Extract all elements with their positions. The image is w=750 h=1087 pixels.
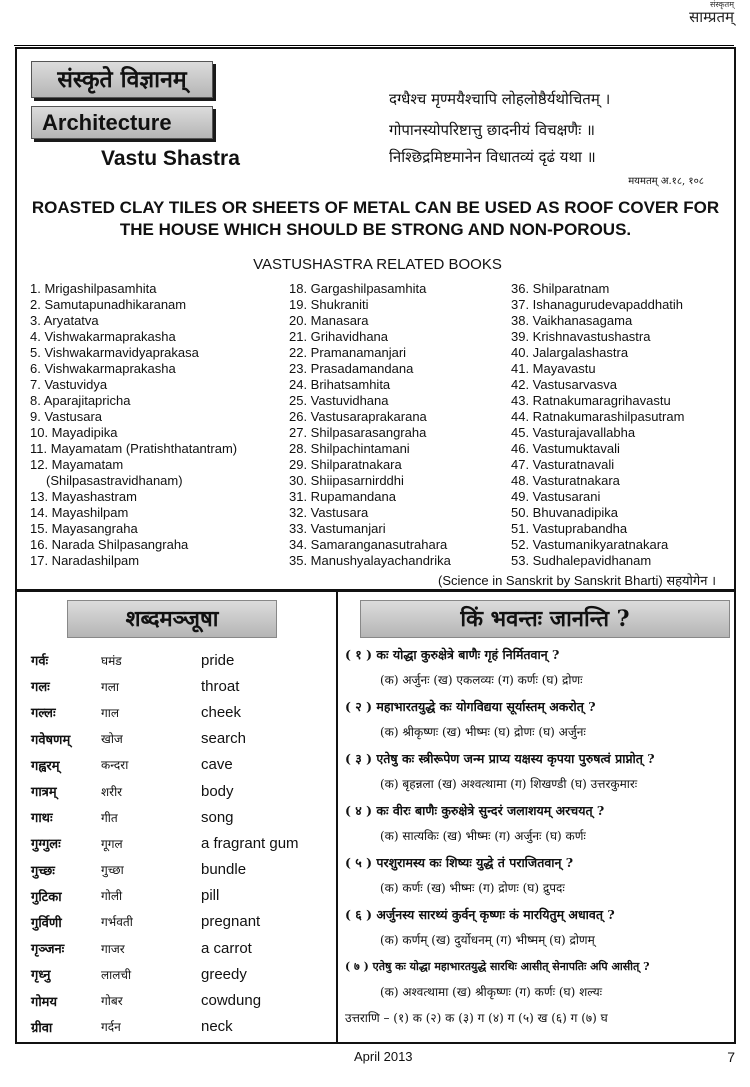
book-item: 44. Ratnakumarashilpasutram xyxy=(511,409,685,424)
book-item: 40. Jalargalashastra xyxy=(511,345,629,360)
book-item: 37. Ishanagurudevapaddhatih xyxy=(511,297,684,312)
book-item: 6. Vishwakarmaprakasha xyxy=(30,361,176,376)
masthead-small: संस्कृतम् xyxy=(709,0,734,9)
masthead-title: साम्प्रतम् xyxy=(689,8,734,26)
book-item: 33. Vastumanjari xyxy=(289,521,386,536)
book-item: 23. Prasadamandana xyxy=(289,361,414,376)
verse-line-2: गोपानस्योपरिष्टात्तु छादनीयं विचक्षणैः ॥ xyxy=(389,121,595,139)
vocab-row xyxy=(31,804,331,830)
vocab-sanskrit: गुच्छः xyxy=(31,863,55,879)
vocab-english: song xyxy=(201,808,234,826)
vocab-hindi: गर्भवती xyxy=(101,915,133,930)
book-item: 24. Brihatsamhita xyxy=(289,377,391,392)
vocab-sanskrit: गात्रम् xyxy=(31,785,57,801)
vocab-english: pride xyxy=(201,651,235,669)
vocab-hindi: गीत xyxy=(101,810,118,825)
book-item: 34. Samaranganasutrahara xyxy=(289,537,448,552)
vocab-sanskrit: गाथः xyxy=(31,811,53,827)
vocab-english: bundle xyxy=(201,861,247,879)
book-item: 8. Aparajitapricha xyxy=(30,393,131,408)
quiz-options: (क) सात्यकिः (ख) भीष्मः (ग) अर्जुनः (घ) कर्णः xyxy=(380,829,586,843)
page-number: 7 xyxy=(727,1049,735,1065)
vocab-english: neck xyxy=(201,1018,233,1036)
book-item: 1. Mrigashilpasamhita xyxy=(30,281,157,296)
book-item: 46. Vastumuktavali xyxy=(511,441,620,456)
vocab-hindi: खोज xyxy=(101,732,123,747)
book-item: 49. Vastusarani xyxy=(511,489,601,504)
book-item: 5. Vishwakarmavidyaprakasa xyxy=(30,345,199,360)
vocab-hindi: गोली xyxy=(101,889,123,904)
verse-reference: मयमतम् अ.१८, १०८ xyxy=(628,176,704,187)
vocab-english: a fragrant gum xyxy=(201,834,299,852)
book-item: 25. Vastuvidhana xyxy=(289,393,389,408)
quiz-question: ( ३ ) एतेषु कः स्त्रीरूपेण जन्म प्राप्य यक्षस्य कृपया पुरुषत्वं प्राप्नोत् ? xyxy=(345,751,655,766)
quiz-list xyxy=(345,642,733,1031)
book-item: 47. Vasturatnavali xyxy=(511,457,615,472)
book-item: 52. Vastumanikyaratnakara xyxy=(511,537,669,552)
vocab-sanskrit: गुग्गुलः xyxy=(31,837,61,853)
vocab-english: pregnant xyxy=(201,913,261,931)
quiz-options: (क) कर्णम् (ख) दुर्योधनम् (ग) भीष्मम् (घ) द्रोणम् xyxy=(380,933,595,947)
vocab-row xyxy=(31,673,331,699)
vocab-english: a carrot xyxy=(201,939,252,957)
vocab-sanskrit: गृञ्जनः xyxy=(31,942,65,958)
vocab-row xyxy=(31,883,331,909)
quiz-question: ( ५ ) परशुरामस्य कः शिष्यः युद्धे तं पराजितवान् ? xyxy=(345,855,574,870)
vocab-row xyxy=(31,935,331,961)
vocab-row xyxy=(31,752,331,778)
vocab-english: cave xyxy=(201,756,233,774)
book-item: 15. Mayasangraha xyxy=(30,521,138,536)
vocab-english: cowdung xyxy=(201,992,262,1010)
book-item: 30. Shiipasarnirddhi xyxy=(289,473,404,488)
vocab-hindi: गला xyxy=(101,679,120,694)
vocab-hindi: लालची xyxy=(101,967,132,982)
book-item: 32. Vastusara xyxy=(289,505,369,520)
book-item: 22. Pramanamanjari xyxy=(289,345,407,360)
quiz-options: (क) कर्णः (ख) भीष्मः (ग) द्रोणः (घ) द्रुपदः xyxy=(380,881,565,895)
vocab-row xyxy=(31,1014,331,1040)
vocab-sanskrit: गल्लः xyxy=(31,706,56,722)
quiz-panel xyxy=(336,590,736,1044)
feature-headline: ROASTED CLAY TILES OR SHEETS OF METAL CAN BE USED AS ROOF COVER FOR THE HOUSE WHICH SHOULD BE STRONG AND NON-POROUS. xyxy=(31,198,720,239)
book-item: 17. Naradashilpam xyxy=(30,553,140,568)
vocab-hindi: गूगल xyxy=(101,836,123,851)
vocab-row xyxy=(31,726,331,752)
vocab-hindi: गर्दन xyxy=(101,1020,121,1035)
masthead xyxy=(689,0,734,26)
book-item: 7. Vastuvidya xyxy=(30,377,108,392)
book-item: 11. Mayamatam (Pratishthatantram) xyxy=(30,441,238,456)
masthead-rule xyxy=(14,45,734,46)
vocab-row xyxy=(31,778,331,804)
vocab-english: greedy xyxy=(201,965,247,983)
vocab-sanskrit: गुर्विणी xyxy=(31,915,62,931)
book-item: 16. Narada Shilpasangraha xyxy=(30,537,189,552)
vocab-sanskrit: गृध्नु xyxy=(31,968,51,984)
vocab-sanskrit: गवेषणम् xyxy=(31,732,71,748)
book-item: 38. Vaikhanasagama xyxy=(511,313,633,328)
book-item: 45. Vasturajavallabha xyxy=(511,425,636,440)
book-item: 10. Mayadipika xyxy=(30,425,118,440)
book-item: 28. Shilpachintamani xyxy=(289,441,410,456)
vocab-hindi: घमंड xyxy=(101,653,122,668)
quiz-question: ( ६ ) अर्जुनस्य सारथ्यं कुर्वन् कृष्णः कं मारयितुम् अधावत् ? xyxy=(345,907,615,922)
book-item: 48. Vasturatnakara xyxy=(511,473,620,488)
vocab-row xyxy=(31,909,331,935)
feature-panel xyxy=(15,47,736,591)
vocab-row xyxy=(31,699,331,725)
book-item: 19. Shukraniti xyxy=(289,297,369,312)
vocab-hindi: गाजर xyxy=(101,941,125,956)
book-item: 3. Aryatatva xyxy=(30,313,99,328)
vocab-english: pill xyxy=(201,887,220,905)
book-item: 4. Vishwakarmaprakasha xyxy=(30,329,176,344)
book-item: (Shilpasastravidhanam) xyxy=(46,473,183,488)
vocab-row xyxy=(31,857,331,883)
book-item: 50. Bhuvanadipika xyxy=(511,505,618,520)
book-item: 14. Mayashilpam xyxy=(30,505,129,520)
book-item: 21. Grihavidhana xyxy=(289,329,389,344)
vocab-sanskrit: गर्वः xyxy=(31,654,49,670)
book-item: 29. Shilparatnakara xyxy=(289,457,402,472)
book-item: 35. Manushyalayachandrika xyxy=(289,553,451,568)
vocab-row xyxy=(31,830,331,856)
feature-sanskrit-title: संस्कृते विज्ञानम् xyxy=(31,61,213,98)
vocab-hindi: गुच्छा xyxy=(101,863,124,878)
book-item: 43. Ratnakumaragrihavastu xyxy=(511,393,671,408)
book-item: 20. Manasara xyxy=(289,313,369,328)
verse-line-1: दग्धैश्च मृण्मयैश्चापि लोहलोष्ठैर्यथोचितम् । xyxy=(389,90,611,108)
book-item: 51. Vastuprabandha xyxy=(511,521,628,536)
books-heading: VASTUSHASTRA RELATED BOOKS xyxy=(253,256,502,273)
verse-line-3: निश्छिद्रमिष्टमानेन विधातव्यं दृढं यथा ॥ xyxy=(389,148,596,166)
quiz-options: (क) श्रीकृष्णः (ख) भीष्मः (घ) द्रोणः (घ) अर्जुनः xyxy=(380,725,586,739)
vocab-sanskrit: गुटिका xyxy=(31,889,62,905)
quiz-options: (क) अर्जुनः (ख) एकलव्यः (ग) कर्णः (घ) द्रोणः xyxy=(380,673,583,687)
vocab-sanskrit: गलः xyxy=(31,680,50,696)
book-item: 39. Krishnavastushastra xyxy=(511,329,651,344)
feature-category: Architecture xyxy=(31,106,213,139)
vocab-row xyxy=(31,987,331,1013)
vocab-sanskrit: गह्वरम् xyxy=(31,758,60,774)
quiz-title: किं भवन्तः जानन्ति ? xyxy=(360,600,730,638)
book-item: 18. Gargashilpasamhita xyxy=(289,281,427,296)
book-item: 42. Vastusarvasva xyxy=(511,377,617,392)
vocab-english: cheek xyxy=(201,703,242,721)
vocab-hindi: गाल xyxy=(101,705,120,720)
quiz-question: ( ४ ) कः वीरः बाणैः कुरुक्षेत्रे सुन्दरं जलाशयम् अरचयत् ? xyxy=(345,803,605,818)
book-item: 12. Mayamatam xyxy=(30,457,124,472)
vocab-hindi: कन्दरा xyxy=(101,758,129,773)
books-column-3 xyxy=(511,281,726,569)
quiz-options: (क) अश्वत्थामा (ख) श्रीकृष्णः (ग) कर्णः (घ) शल्यः xyxy=(380,985,603,999)
vocab-row xyxy=(31,647,331,673)
book-item: 27. Shilpasarasangraha xyxy=(289,425,427,440)
books-column-2 xyxy=(289,281,509,569)
book-item: 53. Sudhalepavidhanam xyxy=(511,553,652,568)
vocab-english: throat xyxy=(201,677,240,695)
vocab-row xyxy=(31,961,331,987)
quiz-question: ( १ ) कः योद्धा कुरुक्षेत्रे बाणैः गृहं निर्मितवान् ? xyxy=(345,647,560,662)
book-item: 31. Rupamandana xyxy=(289,489,396,504)
vocab-panel xyxy=(15,590,338,1044)
vocab-hindi: शरीर xyxy=(101,784,123,799)
book-item: 9. Vastusara xyxy=(30,409,103,424)
feature-topic: Vastu Shastra xyxy=(101,147,240,170)
book-item: 36. Shilparatnam xyxy=(511,281,610,296)
footer-date: April 2013 xyxy=(354,1049,413,1064)
vocab-hindi: गोबर xyxy=(101,994,123,1009)
vocab-sanskrit: ग्रीवा xyxy=(31,1020,53,1036)
quiz-options: (क) बृहन्नला (ख) अश्वत्थामा (ग) शिखण्डी (घ) उत्तरकुमारः xyxy=(380,777,638,791)
book-item: 13. Mayashastram xyxy=(30,489,137,504)
quiz-answers: उत्तराणि – (१) क (२) क (३) ग (४) ग (५) ख (६) ग (७) घ xyxy=(345,1011,608,1025)
vocab-title: शब्दमञ्जूषा xyxy=(67,600,277,638)
books-column-1 xyxy=(30,281,280,569)
vocab-list xyxy=(31,647,331,1040)
quiz-question: ( ७ ) एतेषु कः योद्धा महाभारतयुद्धे सारथिः आसीत् सेनापतिः अपि आसीत् ? xyxy=(345,960,650,973)
book-item: 41. Mayavastu xyxy=(511,361,596,376)
vocab-english: search xyxy=(201,730,247,748)
book-item: 26. Vastusaraprakarana xyxy=(289,409,427,424)
book-item: 2. Samutapunadhikaranam xyxy=(30,297,187,312)
vocab-sanskrit: गोमय xyxy=(31,994,58,1010)
quiz-question: ( २ ) महाभारतयुद्धे कः योगविद्यया सूर्यास्तम् अकरोत् ? xyxy=(345,699,596,714)
credit-line: (Science in Sanskrit by Sanskrit Bharti) सहयोगेन । xyxy=(438,573,716,588)
vocab-english: body xyxy=(201,782,234,800)
